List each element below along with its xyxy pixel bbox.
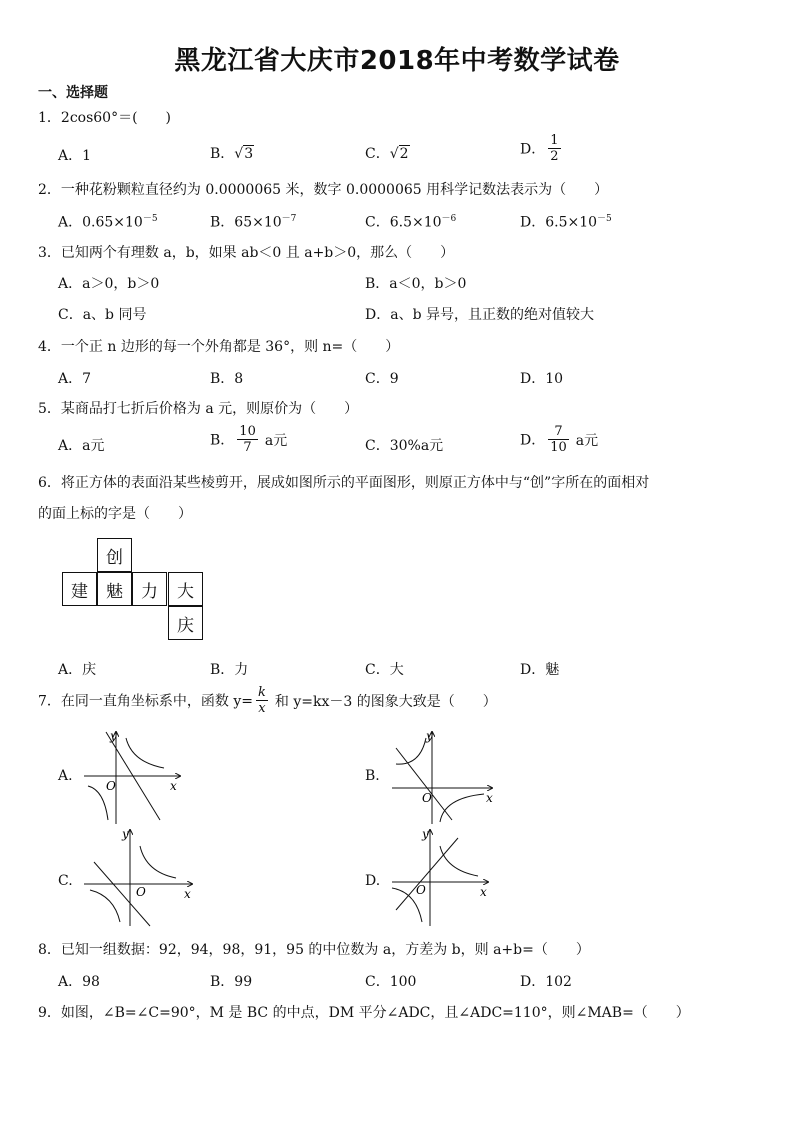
q4-option-c[interactable]: C．9: [365, 371, 399, 387]
q7-graph-a[interactable]: [80, 728, 190, 828]
q6-option-c[interactable]: C．大: [365, 662, 404, 678]
q4-option-d[interactable]: D．10: [520, 371, 564, 387]
q8-option-d[interactable]: D．102: [520, 974, 572, 990]
q1-option-d[interactable]: D． $\frac{1}{2}$: [520, 133, 559, 164]
axis-y-label: y: [122, 827, 129, 841]
page-title: 黑龙江省大庆市2018年中考数学试卷: [174, 46, 620, 76]
q1-option-c[interactable]: C．√2: [365, 146, 409, 162]
question-1: 1．2cos60°＝( ): [38, 110, 172, 126]
question-6-line-2: 的面上标的字是（ ）: [38, 506, 192, 522]
axis-x-label: x: [184, 887, 191, 901]
q8-option-c[interactable]: C．100: [365, 974, 417, 990]
q8-option-b[interactable]: B．99: [210, 974, 253, 990]
question-4: 4．一个正 n 边形的每一个外角都是 36°，则 n=（ ）: [38, 339, 400, 355]
axis-x-label: x: [170, 779, 177, 793]
net-cell-li: 力: [132, 572, 167, 606]
q4-option-b[interactable]: B．8: [210, 371, 244, 387]
q3-option-d[interactable]: D．a、b 异号，且正数的绝对值较大: [365, 307, 594, 323]
net-cell-qing: 庆: [168, 606, 203, 640]
q7-graph-c[interactable]: [80, 826, 200, 930]
axis-y-label: y: [426, 729, 433, 743]
question-2: 2．一种花粉颗粒直径约为 0.0000065 米，数字 0.0000065 用科学记数法表示为（ ）: [38, 182, 609, 198]
origin-label: O: [416, 883, 426, 897]
origin-label: O: [106, 779, 116, 793]
origin-label: O: [136, 885, 146, 899]
axis-x-label: x: [480, 885, 487, 899]
q1-option-a[interactable]: A．1: [58, 148, 92, 164]
net-cell-jian: 建: [62, 572, 97, 606]
q2-option-d[interactable]: D．$6.5\times 10^{-5}$: [520, 214, 612, 231]
q5-option-c[interactable]: C．30%a元: [365, 438, 444, 454]
q4-option-a[interactable]: A．7: [58, 371, 92, 387]
q8-option-a[interactable]: A．98: [58, 974, 100, 990]
axis-x-label: x: [486, 791, 493, 805]
net-cell-da: 大: [168, 572, 203, 606]
q1-option-b[interactable]: B．√3: [210, 146, 254, 162]
question-6-line-1: 6．将正方体的表面沿某些棱剪开，展成如图所示的平面图形，则原正方体中与“创”字所在的面相对: [38, 475, 650, 491]
axis-y-label: y: [422, 827, 429, 841]
question-5: 5．某商品打七折后价格为 a 元，则原价为（ ）: [38, 401, 359, 417]
q7-option-d-label[interactable]: D.: [365, 873, 381, 889]
q7-graph-b[interactable]: [388, 728, 498, 828]
question-3: 3．已知两个有理数 a，b，如果 ab＜0 且 a+b＞0，那么（ ）: [38, 245, 455, 261]
q7-option-a-label[interactable]: A.: [58, 768, 73, 784]
q6-option-d[interactable]: D．魅: [520, 662, 560, 678]
q6-option-a[interactable]: A．庆: [58, 662, 97, 678]
q2-option-b[interactable]: B．$65\times 10^{-7}$: [210, 214, 297, 231]
q3-option-a[interactable]: A．a＞0，b＞0: [58, 276, 160, 292]
question-9: 9．如图，∠B=∠C=90°，M 是 BC 的中点，DM 平分∠ADC，且∠ADC=110°，则∠MAB=（ ）: [38, 1005, 690, 1021]
q5-option-b[interactable]: B． $\frac{10}{7}$ a元: [210, 424, 288, 455]
q2-option-a[interactable]: A．$0.65\times 10^{-5}$: [58, 214, 158, 231]
net-cell-mei: 魅: [97, 572, 132, 606]
q7-graph-d[interactable]: [388, 826, 498, 930]
net-cell-chuang: 创: [97, 538, 132, 572]
q7-option-c-label[interactable]: C.: [58, 873, 73, 889]
q5-option-a[interactable]: A．a元: [58, 438, 105, 454]
q7-option-b-label[interactable]: B.: [365, 768, 380, 784]
q2-option-c[interactable]: C．$6.5\times 10^{-6}$: [365, 214, 457, 231]
question-7: 7．在同一直角坐标系中，函数 y= $\frac{k}{x}$ 和 y=kx－3 的图象大致是（ ）: [38, 685, 497, 716]
q3-option-b[interactable]: B．a＜0，b＞0: [365, 276, 467, 292]
q5-option-d[interactable]: D． $\frac{7}{10}$ a元: [520, 424, 599, 455]
section-heading: 一、选择题: [38, 85, 108, 101]
axis-y-label: y: [110, 729, 117, 743]
origin-label: O: [422, 791, 432, 805]
q6-option-b[interactable]: B．力: [210, 662, 249, 678]
question-8: 8．已知一组数据：92，94，98，91，95 的中位数为 a，方差为 b，则 a+b=（ ）: [38, 942, 590, 958]
q3-option-c[interactable]: C．a、b 同号: [58, 307, 147, 323]
